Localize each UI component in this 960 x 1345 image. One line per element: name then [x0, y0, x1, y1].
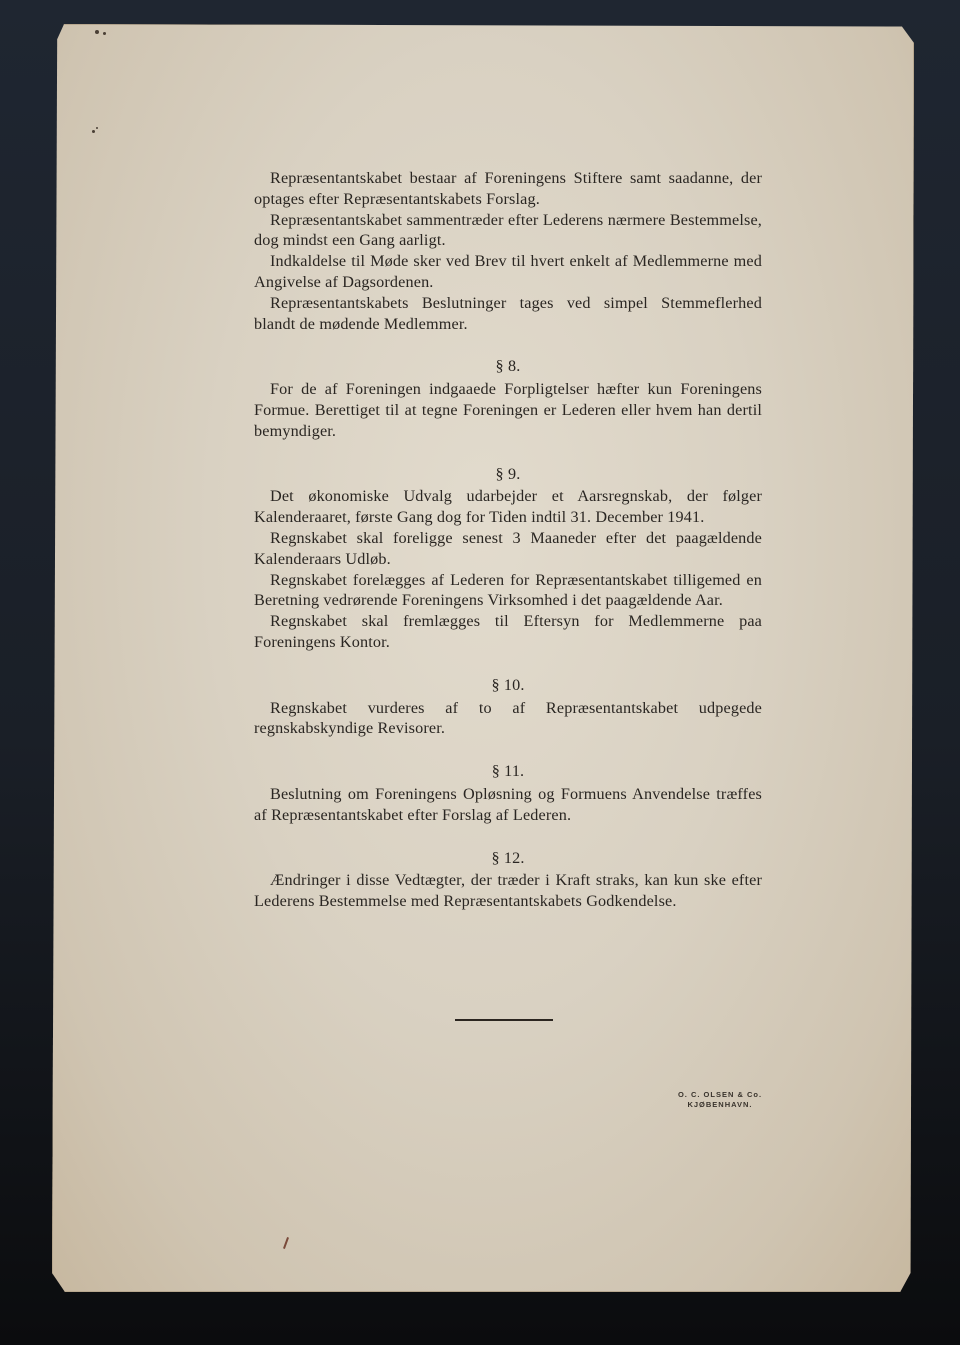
section-heading: § 9.: [495, 464, 521, 483]
section-heading: § 8.: [495, 357, 521, 376]
paper-speck: [103, 32, 106, 35]
printer-city: KJØBENHAVN.: [687, 1100, 753, 1109]
section-paragraph: Regnskabet skal foreligge senest 3 Maaneder efter det paagældende Kalenderaars Udløb.: [254, 528, 762, 568]
section-heading: § 11.: [491, 762, 525, 781]
document-body: [254, 168, 762, 912]
section-heading: § 10.: [491, 675, 525, 694]
section-paragraph: Regnskabet forelægges af Lederen for Repræsentantskabet tilligemed en Beretning vedrørende Foreningens Virksomhed i det paagældende Aar.: [254, 570, 762, 610]
paper-speck: [96, 127, 98, 129]
section-paragraph: Beslutning om Foreningens Opløsning og Formuens Anvendelse træffes af Repræsentantskabet efter Forslag af Lederen.: [254, 784, 762, 824]
paper-speck: [92, 130, 95, 133]
section-heading: § 12.: [491, 848, 525, 867]
section-11: [254, 761, 762, 825]
section-paragraph: For de af Foreningen indgaaede Forpligtelser hæfter kun Foreningens Formue. Berettiget til at tegne Foreningen er Lederen eller hvem han dertil bemyndiger.: [254, 380, 762, 440]
section-10: [254, 675, 762, 739]
intro-paragraph: Indkaldelse til Møde sker ved Brev til hvert enkelt af Medlemmerne med Angivelse af Dagsordenen.: [254, 252, 762, 291]
section-paragraph: Regnskabet skal fremlægges til Eftersyn for Medlemmerne paa Foreningens Kontor.: [254, 612, 762, 651]
paper-speck: [95, 30, 99, 34]
intro-paragraph: Repræsentantskabet bestaar af Foreningens Stiftere samt saadanne, der optages efter Repræsentantskabets Forslag.: [254, 169, 762, 208]
section-8: [254, 356, 762, 441]
end-divider-rule: [455, 1019, 553, 1021]
section-paragraph: Regnskabet vurderes af to af Repræsentantskabet udpegede regnskabskyndige Revisorer.: [254, 698, 762, 738]
intro-paragraph: Repræsentantskabets Beslutninger tages ved simpel Stemmeflerhed blandt de mødende Medlemmer.: [254, 293, 762, 333]
intro-paragraph: Repræsentantskabet sammentræder efter Lederens nærmere Bestemmelse, dog mindst een Gang aarligt.: [254, 210, 762, 250]
printer-name: O. C. OLSEN & Co.: [677, 1090, 763, 1099]
section-12: [254, 848, 762, 912]
printer-imprint: [640, 1090, 800, 1110]
section-paragraph: Det økonomiske Udvalg udarbejder et Aarsregnskab, der følger Kalenderaaret, første Gang dog for Tiden indtil 31. December 1941.: [254, 487, 762, 527]
section-paragraph: Ændringer i disse Vedtægter, der træder i Kraft straks, kan kun ske efter Lederens Bestemmelse med Repræsentantskabets Godkendelse.: [254, 871, 762, 911]
section-9: [254, 464, 762, 653]
